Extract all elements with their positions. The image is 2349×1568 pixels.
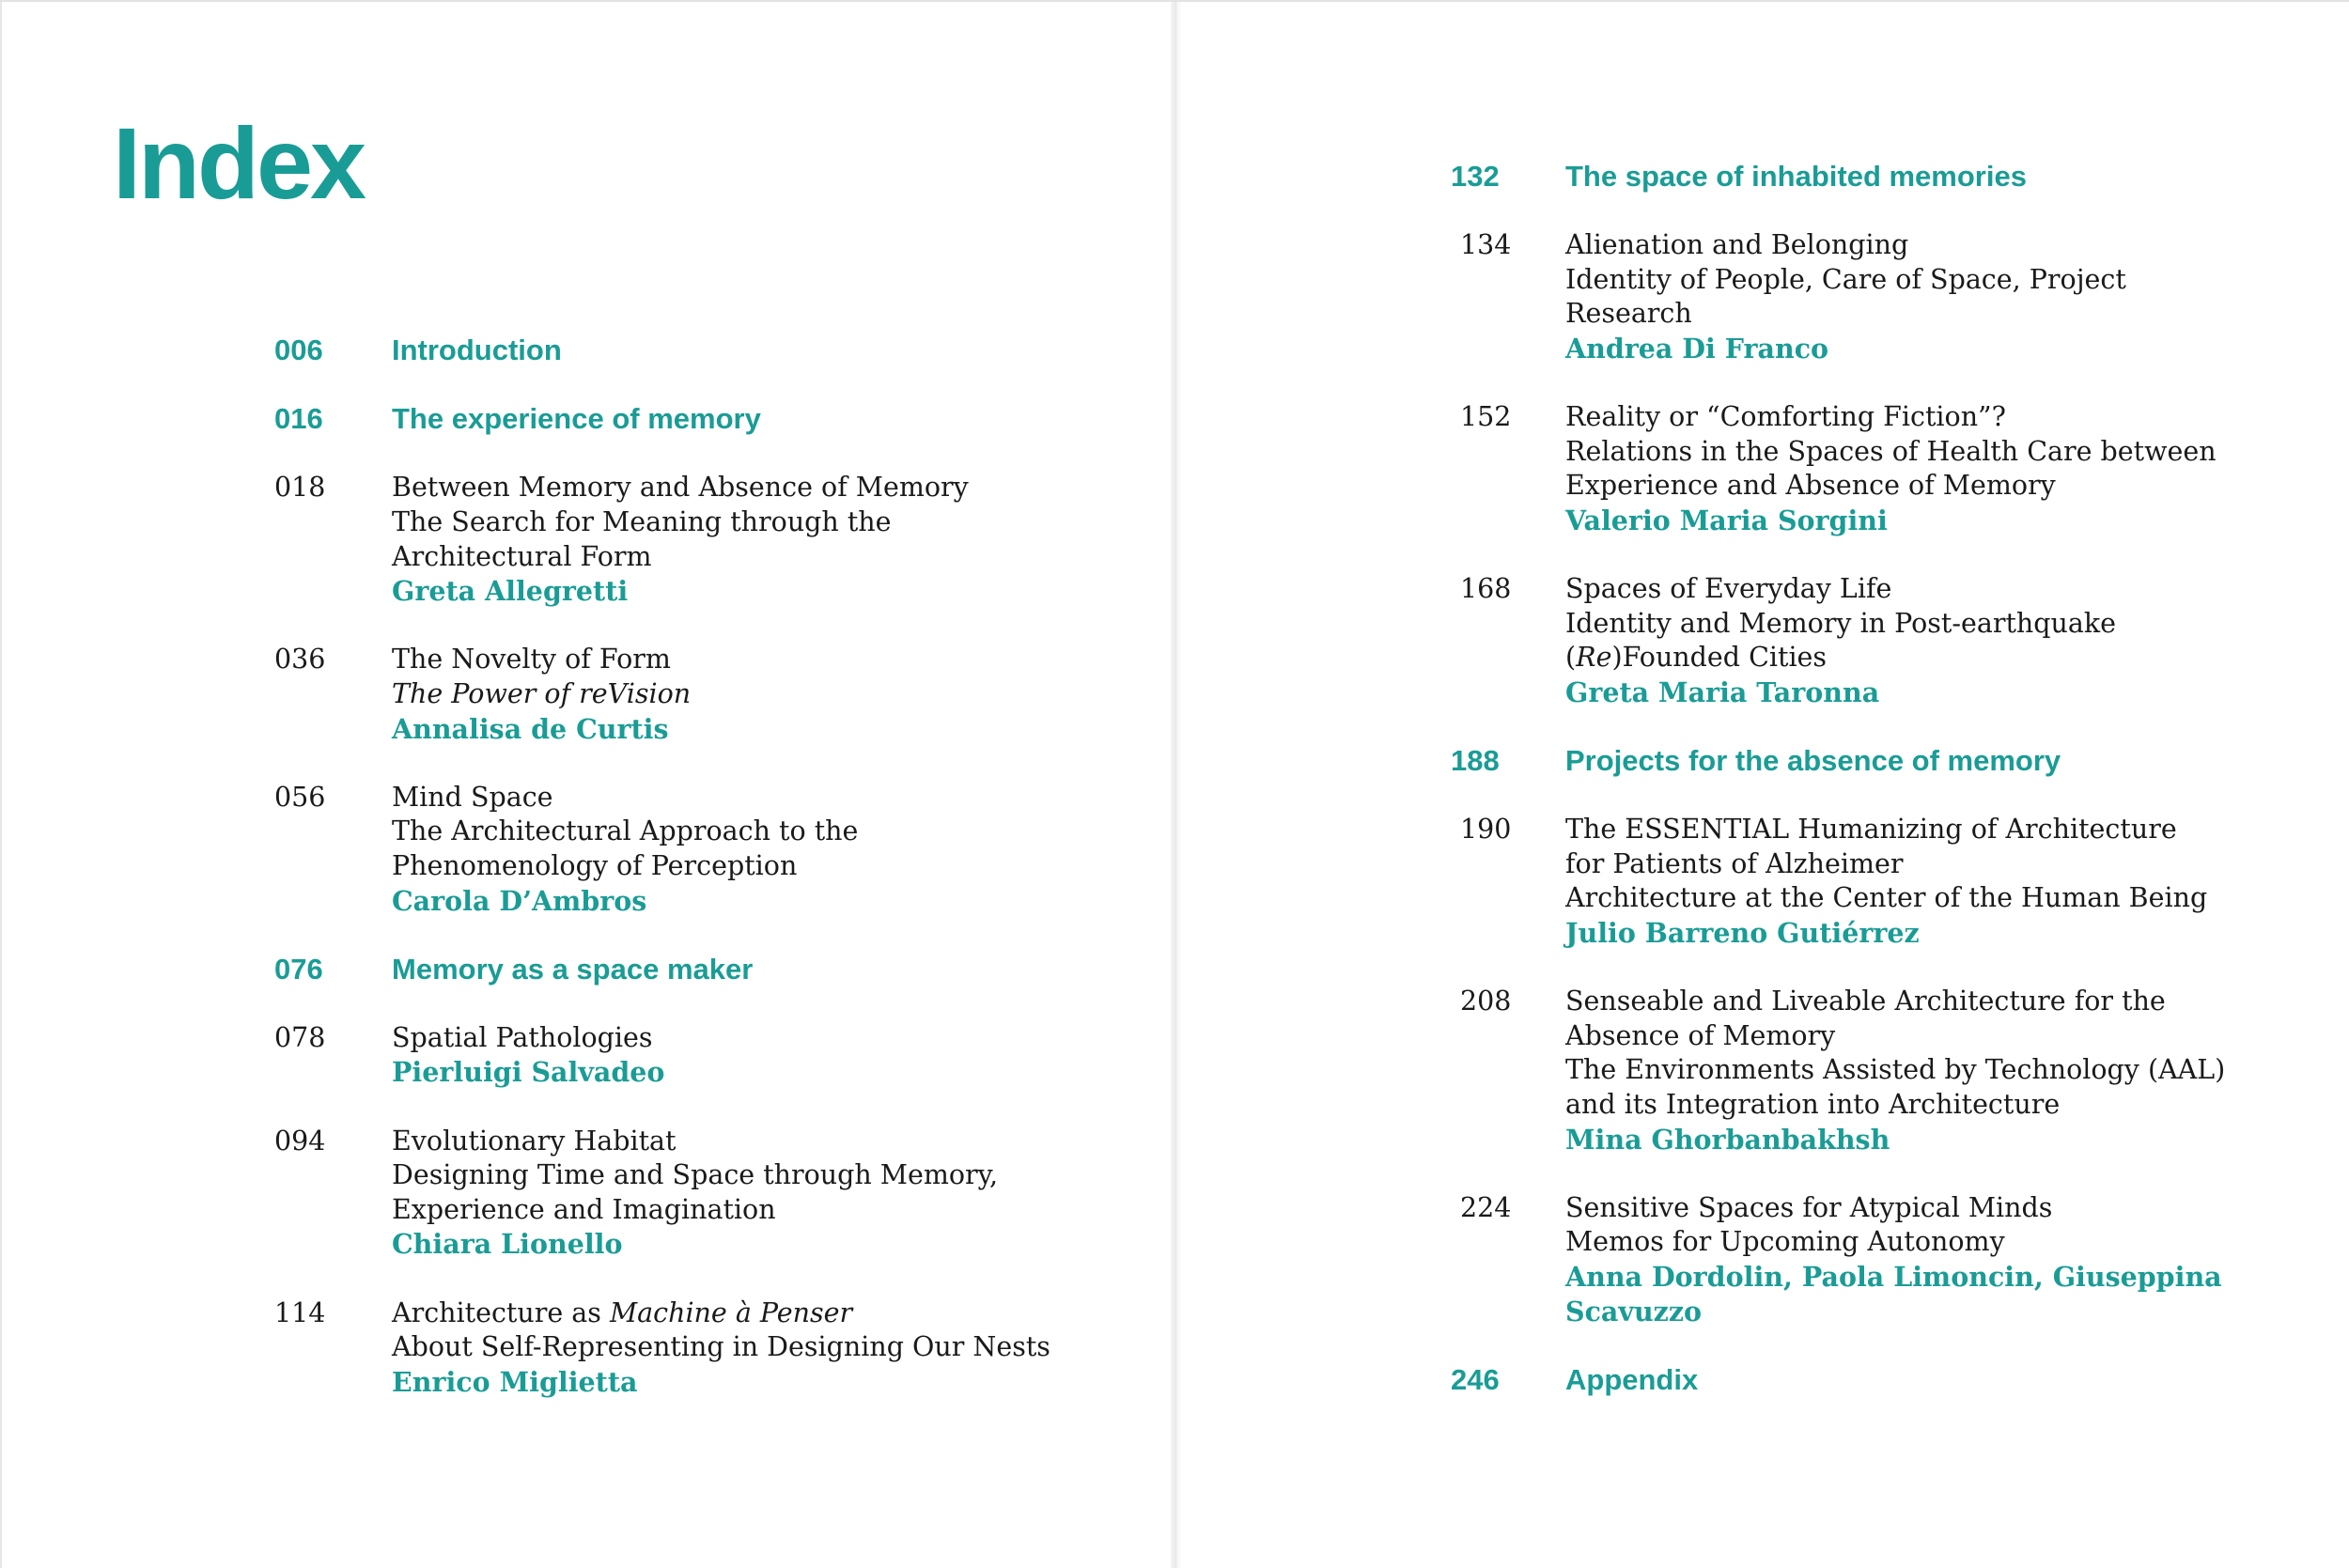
entry-author: Andrea Di Franco: [1565, 332, 1829, 365]
page-title: Index: [113, 106, 365, 220]
toc-entry[interactable]: [2, 1125, 1176, 1262]
toc-entry[interactable]: [2, 781, 1176, 918]
toc-right: [1174, 160, 2349, 1432]
entry-subtitle: Identity and Memory in Post-earthquake: [1565, 607, 2117, 639]
entry-title: Sensitive Spaces for Atypical Minds: [1565, 1191, 2053, 1223]
section-page-number: 006: [274, 334, 323, 366]
entry-author: Greta Maria Taronna: [1565, 675, 1880, 708]
section-page-number: 188: [1451, 744, 1500, 778]
subtitle-part: )Founded Cities: [1611, 642, 1828, 674]
entry-page-number: 190: [1460, 814, 1512, 846]
left-page: [0, 2, 1174, 1568]
entry-subtitle: [1565, 641, 2349, 675]
entry-title-italic: Machine à Penser: [609, 1296, 853, 1328]
entry-page-number: 094: [274, 1125, 326, 1157]
section-title: Introduction: [392, 334, 562, 366]
entry-page-number: 152: [1460, 401, 1512, 433]
entry-author: Pierluigi Salvadeo: [392, 1056, 665, 1089]
entry-page-number: 036: [274, 644, 326, 675]
toc-section[interactable]: [1174, 1363, 2349, 1398]
toc-entry[interactable]: [1174, 985, 2349, 1157]
entry-author: Greta Allegretti: [392, 575, 629, 608]
entry-subtitle: Phenomenology of Perception: [392, 849, 798, 881]
entry-subtitle: The Environments Assisted by Technology (AAL): [1565, 1054, 2226, 1086]
toc-entry[interactable]: [2, 471, 1176, 608]
entry-page-number: 114: [274, 1296, 326, 1328]
entry-subtitle: and its Integration into Architecture: [1565, 1089, 2061, 1121]
entry-subtitle: The Search for Meaning through the: [392, 505, 892, 537]
entry-author: Annalisa de Curtis: [392, 712, 669, 745]
entry-page-number: 018: [274, 472, 326, 504]
toc-entry[interactable]: [1174, 1191, 2349, 1328]
section-title: The space of inhabited memories: [1565, 160, 2027, 193]
section-page-number: 132: [1451, 160, 1500, 193]
entry-author: Julio Barreno Gutiérrez: [1565, 917, 1920, 950]
entry-title-part: Architecture as: [392, 1296, 610, 1328]
entry-title: Reality or “Comforting Fiction”?: [1565, 401, 2006, 433]
toc-entry[interactable]: [2, 1296, 1176, 1400]
entry-author: Mina Ghorbanbakhsh: [1565, 1123, 1890, 1156]
toc-entry[interactable]: [2, 1021, 1176, 1090]
entry-subtitle: Memos for Upcoming Autonomy: [1565, 1226, 2005, 1258]
entry-author: Carola D’Ambros: [392, 884, 647, 917]
entry-subtitle: Research: [1565, 298, 1692, 330]
entry-title: Spaces of Everyday Life: [1565, 573, 1892, 605]
right-page: [1174, 2, 2349, 1568]
entry-subtitle: Identity of People, Care of Space, Project: [1565, 263, 2126, 295]
toc-section[interactable]: [1174, 160, 2349, 194]
entry-author: Scavuzzo: [1565, 1295, 1703, 1327]
entry-page-number: 056: [274, 781, 326, 813]
toc-entry[interactable]: [1174, 572, 2349, 709]
toc-section[interactable]: [2, 334, 1176, 368]
entry-title: The Novelty of Form: [392, 644, 671, 675]
entry-title: The ESSENTIAL Humanizing of Architecture: [1565, 814, 2177, 846]
entry-subtitle: About Self-Representing in Designing Our Nests: [392, 1331, 1050, 1363]
toc-entry[interactable]: [2, 643, 1176, 746]
entry-author: Valerio Maria Sorgini: [1565, 504, 1888, 536]
section-title: Appendix: [1565, 1362, 1699, 1396]
entry-author: Chiara Lionello: [392, 1228, 623, 1261]
entry-title: Between Memory and Absence of Memory: [392, 472, 969, 504]
entry-author: Enrico Miglietta: [392, 1365, 638, 1398]
section-title: The experience of memory: [392, 402, 761, 436]
toc-entry[interactable]: [1174, 813, 2349, 950]
entry-title: Alienation and Belonging: [1565, 229, 1909, 261]
entry-title: Senseable and Liveable Architecture for the: [1565, 986, 2166, 1017]
entry-page-number: 224: [1460, 1191, 1512, 1223]
entry-subtitle: Experience and Absence of Memory: [1565, 470, 2056, 502]
subtitle-part: (: [1565, 642, 1577, 674]
section-page-number: 076: [274, 952, 323, 986]
entry-title: Evolutionary Habitat: [392, 1125, 677, 1157]
section-title: Memory as a space maker: [392, 952, 754, 986]
entry-author: Anna Dordolin, Paola Limoncin, Giuseppina: [1565, 1261, 2222, 1293]
entry-subtitle: Architecture at the Center of the Human Being: [1565, 882, 2208, 914]
entry-title: Mind Space: [392, 781, 553, 813]
toc-left: [2, 334, 1176, 1434]
toc-section[interactable]: [2, 402, 1176, 437]
entry-subtitle: The Architectural Approach to the: [392, 815, 859, 847]
toc-section[interactable]: [1174, 744, 2349, 779]
section-title: Projects for the absence of memory: [1565, 744, 2061, 778]
entry-page-number: 168: [1460, 573, 1512, 605]
toc-entry[interactable]: [1174, 228, 2349, 365]
toc-entry[interactable]: [1174, 400, 2349, 537]
entry-subtitle: Experience and Imagination: [392, 1193, 776, 1225]
entry-title: Absence of Memory: [1565, 1019, 1836, 1051]
entry-subtitle: Relations in the Spaces of Health Care between: [1565, 435, 2217, 467]
entry-title: for Patients of Alzheimer: [1565, 847, 1904, 879]
subtitle-italic: Re: [1576, 642, 1612, 674]
entry-title: [392, 1296, 1176, 1331]
section-page-number: 246: [1451, 1362, 1500, 1396]
entry-page-number: 134: [1460, 229, 1512, 261]
section-page-number: 016: [274, 402, 323, 436]
entry-page-number: 078: [274, 1021, 326, 1053]
entry-subtitle: The Power of reVision: [392, 677, 692, 709]
entry-subtitle: Architectural Form: [392, 540, 652, 572]
entry-title: Spatial Pathologies: [392, 1021, 653, 1053]
toc-section[interactable]: [2, 953, 1176, 987]
entry-page-number: 208: [1460, 986, 1512, 1017]
entry-subtitle: Designing Time and Space through Memory,: [392, 1159, 999, 1191]
